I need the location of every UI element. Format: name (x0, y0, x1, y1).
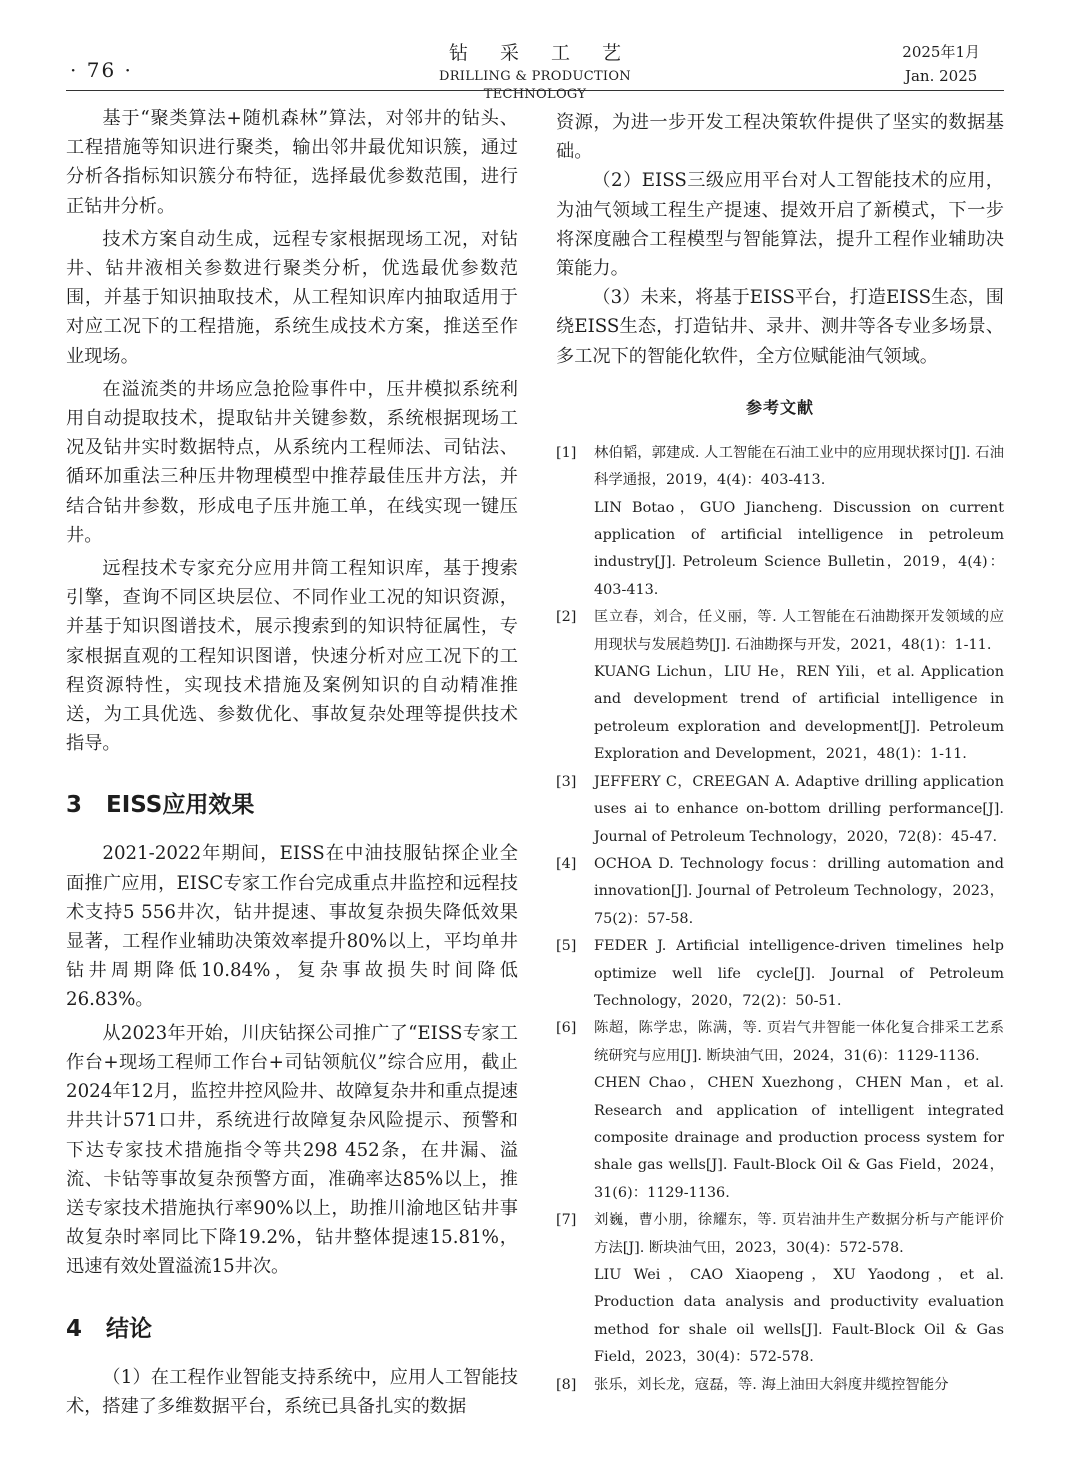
reference-item (556, 1372, 1004, 1399)
header-rule (66, 90, 1004, 91)
reference-item (556, 851, 1004, 933)
issue-date (902, 40, 980, 88)
body-paragraph: 在溢流类的井场应急抢险事件中，压井模拟系统利用自动提取技术，提取钻井关键参数，系统根据现场工况及钻井实时数据特点，从系统内工程师法、司钻法、循环加重法三种压井物理模型中推荐最佳压井方法，并结合钻井参数，形成电子压井施工单，在线实现一键压井。 (66, 378, 518, 546)
body-paragraph: （1）在工程作业智能支持系统中，应用人工智能技术，搭建了多维数据平台，系统已具备扎实的数据 (66, 1366, 518, 1417)
references-title: 参考文献 (745, 397, 814, 417)
reference-item (556, 1015, 1004, 1207)
reference-en: CHEN Chao，CHEN Xuezhong，CHEN Man，et al. Research and application of intelligent integrated composite drainage and production process system for shale gas wells[J]. Fault-Block Oil & Gas Field，2024，31(6)：1129-1136. (594, 1075, 1004, 1201)
reference-en: LIU Wei，CAO Xiaopeng，XU Yaodong，et al. Production data analysis and productivity evaluation method for shale oil wells[J]. Fault-Block Oil & Gas Field，2023，30(4)：572-578. (594, 1267, 1004, 1366)
reference-en: KUANG Lichun，LIU He，REN Yili，et al. Application and development trend of artificial intelligence in petroleum exploration and development[J]. Petroleum Exploration and Development，2021，48(1)：1-11. (594, 664, 1004, 763)
reference-cn: 匡立春，刘合，任义丽，等. 人工智能在石油勘探开发领域的应用现状与发展趋势[J]. 石油勘探与开发，2021，48(1)：1-11. (594, 609, 1004, 653)
body-paragraph: 从2023年开始，川庆钻探公司推广了“EISS专家工作台+现场工程师工作台+司钻领航仪”综合应用，截止2024年12月，监控井控风险井、故障复杂井和重点提速井共计571口井，系统进行故障复杂风险提示、预警和下达专家技术措施指令等共298 452条，在井漏、溢流、卡钻等事故复杂预警方面，准确率达85%以上，推送专家技术措施执行率90%以上，助推川渝地区钻井事故复杂时率同比下降19.2%，钻井整体提速15.81%，迅速有效处置溢流15井次。 (66, 1022, 518, 1278)
section-number: 4 (66, 1315, 83, 1342)
reference-item (556, 1207, 1004, 1371)
reference-index: [7] (556, 1212, 577, 1229)
issue-date-cn: 2025年1月 (902, 43, 980, 61)
reference-cn: 刘巍，曹小朋，徐耀东，等. 页岩油井生产数据分析与产能评价方法[J]. 断块油气田，2023，30(4)：572-578. (594, 1212, 1004, 1256)
reference-cn: OCHOA D. Technology focus：drilling automation and innovation[J]. Journal of Petroleum Technology，2023，75(2)：57-58. (594, 855, 1004, 927)
page-number: · 76 · (70, 58, 133, 82)
body-paragraph: （3）未来，将基于EISS平台，打造EISS生态，围绕EISS生态，打造钻井、录井、测井等各专业多场景、多工况下的智能化软件，全方位赋能油气领域。 (556, 287, 1004, 367)
section-number: 3 (66, 792, 83, 819)
reference-item (556, 604, 1004, 768)
reference-item (556, 933, 1004, 1015)
section-heading-3 (66, 786, 518, 819)
reference-index: [8] (556, 1376, 577, 1393)
body-paragraph: 资源，为进一步开发工程决策软件提供了坚实的数据基础。 (556, 112, 1004, 163)
reference-index: [5] (556, 938, 577, 955)
reference-cn: 陈超，陈学忠，陈满，等. 页岩气井智能一体化复合排采工艺系统研究与应用[J]. 断块油气田，2024，31(6)：1129-1136. (594, 1020, 1004, 1064)
reference-index: [1] (556, 444, 577, 461)
body-paragraph: （2）EISS三级应用平台对人工智能技术的应用，为油气领域工程生产提速、提效开启了新模式，下一步将深度融合工程模型与智能算法，提升工程作业辅助决策能力。 (556, 170, 1004, 280)
body-paragraph: 技术方案自动生成，远程专家根据现场工况，对钻井、钻井液相关参数进行聚类分析，优选最优参数范围，并基于知识抽取技术，从工程知识库内抽取适用于对应工况下的工程措施，系统生成技术方案，推送至作业现场。 (66, 228, 518, 367)
journal-title-cn: 钻采工艺 (448, 42, 653, 64)
body-paragraph: 远程技术专家充分应用井筒工程知识库，基于搜索引擎，查询不同区块层位、不同作业工况的知识资源，并基于知识图谱技术，展示搜索到的知识特征属性，专家根据直观的工程知识图谱，快速分析对应工况下的工程资源特性，实现技术措施及案例知识的自动精准推送，为工具优选、参数优化、事故复杂处理等提供技术指导。 (66, 558, 518, 755)
reference-index: [4] (556, 855, 577, 872)
right-column (556, 108, 1004, 1399)
reference-index: [6] (556, 1020, 577, 1037)
left-column (66, 104, 518, 1421)
reference-en: LIN Botao，GUO Jiancheng. Discussion on current application of artificial intelligence in petroleum industry[J]. Petroleum Science Bulletin，2019，4(4)：403-413. (594, 499, 1004, 598)
journal-header (390, 40, 680, 104)
body-paragraph: 基于“聚类算法+随机森林”算法，对邻井的钻头、工程措施等知识进行聚类，输出邻井最优知识簇，通过分析各指标知识簇分布特征，选择最优参数范围，进行正钻井分析。 (66, 108, 518, 217)
reference-index: [2] (556, 609, 577, 626)
reference-cn: 林伯韬，郭建成. 人工智能在石油工业中的应用现状探讨[J]. 石油科学通报，2019，4(4)：403-413. (594, 444, 1004, 489)
reference-item (556, 769, 1004, 851)
reference-index: [3] (556, 773, 577, 790)
issue-date-en: Jan. 2025 (904, 67, 978, 85)
reference-item (556, 440, 1004, 604)
body-paragraph: 2021-2022年期间，EISS在中油技服钻探企业全面推广应用，EISC专家工作台完成重点井监控和远程技术支持5 556井次，钻井提速、事故复杂损失降低效果显著，工程作业辅助决策效率提升80%以上，平均单井钻井周期降低10.84%，复杂事故损失时间降低26.83%。 (66, 843, 518, 1011)
reference-list (556, 440, 1004, 1399)
section-title: EISS应用效果 (106, 792, 255, 819)
reference-cn: JEFFERY C，CREEGAN A. Adaptive drilling application uses ai to enhance on-bottom drilling performance[J]. Journal of Petroleum Technology，2020，72(8)：45-47. (594, 773, 1004, 845)
section-title: 结论 (106, 1315, 152, 1342)
journal-title-en: DRILLING & PRODUCTION TECHNOLOGY (438, 69, 631, 102)
reference-cn: 张乐，刘长龙，寇磊，等. 海上油田大斜度井缆控智能分 (594, 1376, 949, 1393)
reference-cn: FEDER J. Artificial intelligence-driven timelines help optimize well life cycle[J]. Journal of Petroleum Technology，2020，72(2)：50-51. (594, 938, 1004, 1009)
section-heading-4 (66, 1310, 518, 1343)
